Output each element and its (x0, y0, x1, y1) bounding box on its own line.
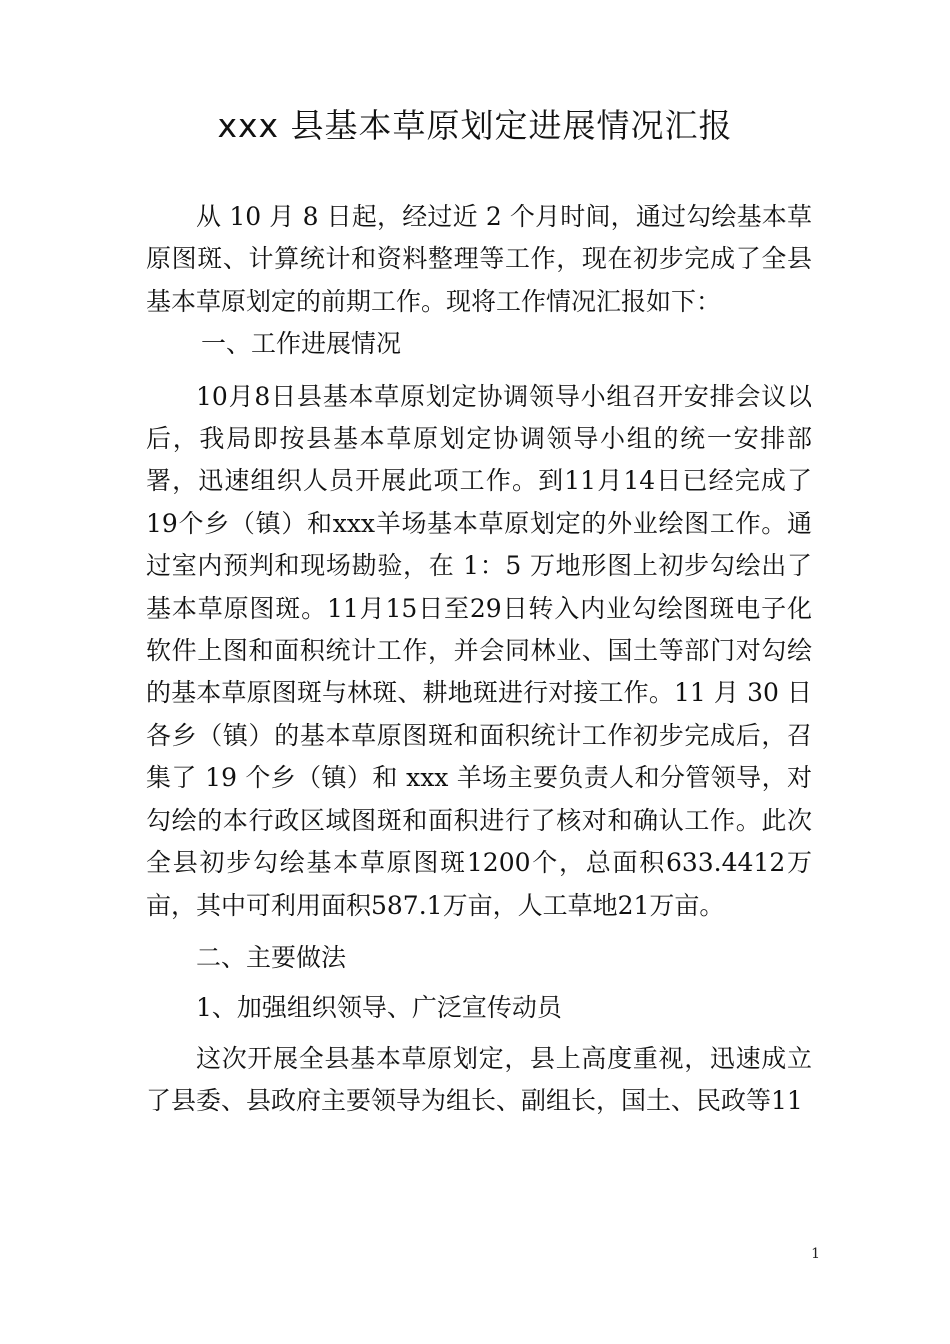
document-title: xxx 县基本草原划定进展情况汇报 (217, 106, 733, 145)
document-body (146, 196, 812, 1123)
intro-paragraph: 从 10 月 8 日起，经过近 2 个月时间，通过勾绘基本草原图斑、计算统计和资料整理等工作，现在初步完成了全县基本草原划定的前期工作。现将工作情况汇报如下： (146, 202, 812, 316)
page-number: 1 (811, 1246, 820, 1262)
progress-paragraph: 10月8日县基本草原划定协调领导小组召开安排会议以后，我局即按县基本草原划定协调领导小组的统一安排部署，迅速组织人员开展此项工作。到11月14日已经完成了19个乡（镇）和xxx羊场基本草原划定的外业绘图工作。通过室内预判和现场勘验，在 1：5 万地形图上初步勾绘出了基本草原图斑。11月15日至29日转入内业勾绘图斑电子化软件上图和面积统计工作，并会同林业、国土等部门对勾绘的基本草原图斑与林斑、耕地斑进行对接工作。11 月 30 日各乡（镇）的基本草原图斑和面积统计工作初步完成后，召集了 19 个乡（镇）和 xxx 羊场主要负责人和分管领导，对勾绘的本行政区域图斑和面积进行了核对和确认工作。此次全县初步勾绘基本草原图斑1200个，总面积633.4412万亩，其中可利用面积587.1万亩，人工草地21万亩。 (146, 381, 812, 920)
organization-paragraph: 这次开展全县基本草原划定，县上高度重视，迅速成立了县委、县政府主要领导为组长、副组长，国土、民政等11 (146, 1043, 812, 1116)
section-heading-methods: 二、主要做法 (196, 942, 347, 972)
subsection-heading-organization: 1、加强组织领导、广泛宣传动员 (196, 993, 562, 1023)
section-heading-progress: 一、工作进展情况 (201, 329, 402, 359)
